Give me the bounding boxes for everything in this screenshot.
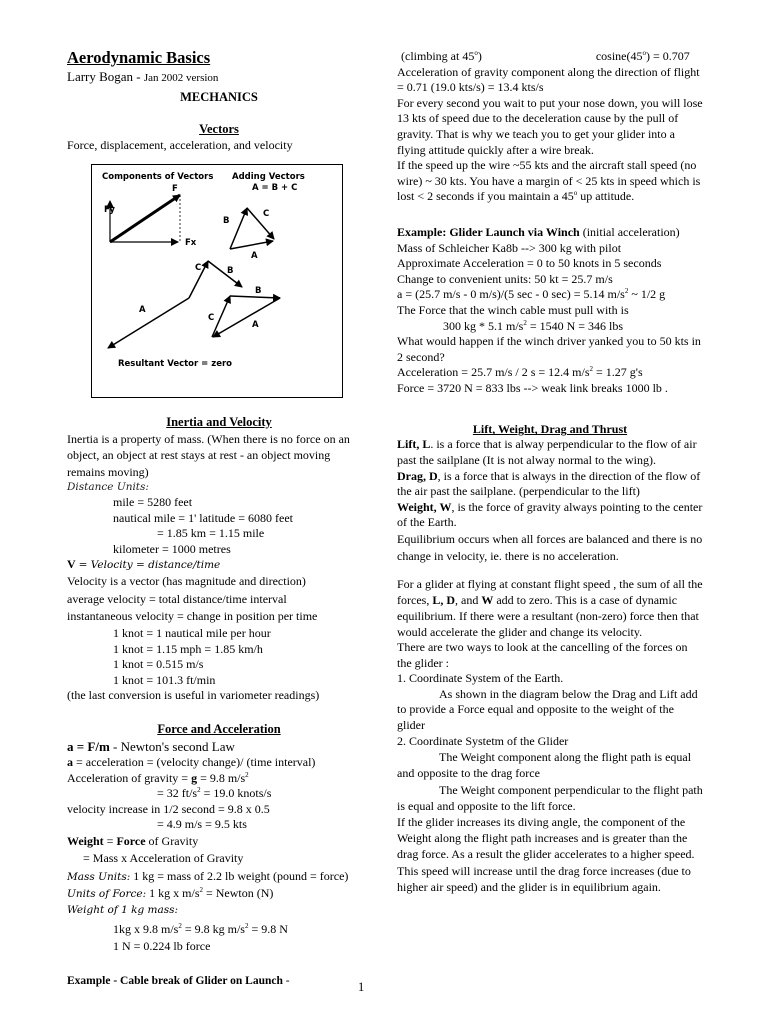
a-calc: a = (25.7 m/s - 0 m/s)/(5 sec - 0 sec) = 5.14 m/s <box>397 287 625 302</box>
triangle-B <box>230 208 247 249</box>
accel-2s-line: Acceleration = 25.7 m/s / 2 s = 12.4 $m/s^2 = 1.27$ g's <box>397 365 643 380</box>
variometer-note: (the last conversion is useful in variometer readings) <box>67 688 320 703</box>
drag-def <box>397 469 703 500</box>
velocity-vector-line: Velocity is a vector (has magnitude and direction) <box>67 574 306 589</box>
accel-def-line <box>67 755 371 771</box>
force-calc-line: 300 kg * 5.1 $m/s^2 = 1540$ N = 346 lbs <box>443 318 624 333</box>
a-calc-line: a = (25.7 m/s - 0 m/s)/(5 sec - 0 sec) = 5.14 $m/s^2$ ~ 1/2 g <box>397 287 666 302</box>
author-name: Larry Bogan - <box>67 69 141 84</box>
weight-of-gravity: of Gravity <box>148 833 199 848</box>
vectors-intro: Force, displacement, acceleration, and velocity <box>67 138 293 152</box>
vector-B-mid <box>208 261 242 287</box>
label-A-3: A <box>252 319 259 330</box>
climbing-line: (climbing at 45$^o$) $cosine(45^o) = 0.707$ <box>401 49 690 63</box>
lift-label: Lift, L <box>397 437 431 452</box>
accel-2s-g: = 1.27 g's <box>596 365 643 380</box>
label-Fx: Fx <box>185 237 197 248</box>
winch-heading: Example: Glider Launch via Winch <box>397 224 580 239</box>
version-text: Jan 2002 version <box>143 72 219 84</box>
force-calc-result: = 1540 N = 346 lbs <box>529 318 624 333</box>
two-ways-text: There are two ways to look at the cancelling of the forces on the glider : <box>397 640 688 670</box>
glider-and: , and <box>455 593 479 608</box>
climbing-text: (climbing at 45 <box>401 49 475 63</box>
force-units-label: Units of Force: <box>67 888 147 901</box>
accel-component-text: Acceleration of gravity component along the direction of flight = 0.71 (19.0 kts/s) = 13.4 kts/s <box>397 64 700 95</box>
avg-velocity-line: average velocity = total distance/time interval <box>67 591 287 606</box>
coord1-text: As shown in the diagram below the Drag and Lift add to provide a Force equal and opposite to the weight of the glider <box>397 686 698 732</box>
section-mechanics: MECHANICS <box>180 90 258 104</box>
km-line: = 1.85 km = 1.15 mile <box>157 526 265 541</box>
weight-mass-line: = Mass x Acceleration of Gravity <box>83 851 244 866</box>
left-column <box>67 48 371 990</box>
kg-calc-a: 1kg x 9.8 m/s <box>113 921 179 936</box>
force-calc: 300 kg * 5.1 m/s <box>443 318 524 333</box>
vectors-diagram <box>92 165 342 397</box>
lwdt-heading: Lift, Weight, Drag and Thrust <box>472 422 628 437</box>
glider-sum-b: add to zero. This is a case of dynamic equilibrium. If there were a resultant (non-zero) force then that would accelerate the glider and change its velocity. <box>397 593 699 640</box>
mass-units-line <box>67 868 371 886</box>
label-Fy: Fy <box>104 204 115 215</box>
force-units-value: 1 kg x m/s <box>149 886 200 901</box>
mass-units-value: 1 kg = mass of 2.2 lb weight (pound = force) <box>133 868 349 883</box>
velocity-def-line <box>67 557 371 573</box>
vector-A-long <box>108 298 189 348</box>
velocity-result-line: = 4.9 m/s = 9.5 kts <box>157 817 247 832</box>
force-pull-line: The Force that the winch cable must pull with is <box>397 302 629 317</box>
gravity-symbol: g <box>191 770 198 785</box>
coord2-text1: The Weight component along the flight path is equal and opposite to the drag force <box>397 750 692 781</box>
a-calc-approx: ~ 1/2 g <box>631 287 666 302</box>
speed-up-body: If the speed up the wire ~55 kts and the aircraft stall speed (no wire) ~ 30 kts. You have a margin of < 25 kts in speed which is lost < 2 seconds if you maintain a 45 <box>397 158 701 204</box>
knot-line: 1 knot = 1 nautical mile per hour <box>113 625 271 640</box>
label-A-1: A <box>251 250 258 261</box>
cosine-text: cosine(45 <box>595 49 643 63</box>
force-2s-line: Force = 3720 N = 833 lbs --> weak link breaks 1000 lb . <box>397 380 668 395</box>
vectors-heading: Vectors <box>199 122 239 136</box>
gravity-value: = 9.8 m/s <box>200 770 246 785</box>
knot-line: 1 knot = 101.3 ft/min <box>113 672 216 687</box>
newton-law-line <box>67 738 371 755</box>
cable-break-example <box>67 974 371 990</box>
weight-def-label: Weight, W <box>397 499 452 514</box>
gravity-imperial-line: = 32 $ft/s^2 = 19.0$ knots/s <box>157 786 272 801</box>
cable-break-title: Example - Cable break of Glider on Launch <box>67 974 283 987</box>
drag-text: , is a force that is always in the direction of the flow of the air past the sailplane. (perpendicular to the lift) <box>397 468 701 499</box>
climbing-close: ) <box>477 49 482 63</box>
kilometer-line: kilometer = 1000 metres <box>113 541 231 556</box>
label-components: Components of Vectors <box>102 171 214 182</box>
label-B-1: B <box>223 215 230 226</box>
force-heading: Force and Acceleration <box>157 721 281 736</box>
glider-sum-text <box>397 576 703 640</box>
kg-calc-c: = 9.8 N <box>251 921 288 936</box>
author-line <box>67 68 371 87</box>
accel-symbol: a <box>67 754 73 769</box>
equilibrium-text: Equilibrium occurs when all forces are balanced and there is no change in velocity, ie. there is no acceleration. <box>397 532 703 563</box>
winch-line: Approximate Acceleration = 0 to 50 knots in 5 seconds <box>397 256 662 271</box>
weight-def-text: , is the force of gravity always pointing to the center of the Earth. <box>397 499 703 530</box>
gravity-text: Acceleration of gravity = <box>67 770 189 785</box>
lift-text: . is a force that is alway perpendicular to the flow of air past the sailplane (It is not alway normal to the wing). <box>397 437 697 468</box>
kg-calc-line: 1kg x 9.8 $m/s^2 = 9.8$ kg $m/s^2 = 9.8$ N <box>113 921 288 936</box>
cable-break-dash: - <box>285 974 290 987</box>
newton-lb-line: 1 N = 0.224 lb force <box>113 939 211 954</box>
label-A-2: A <box>139 304 146 315</box>
right-column <box>397 49 703 895</box>
force-units-newton: = Newton (N) <box>206 886 274 901</box>
knot-line: 1 knot = 1.15 mph = 1.85 km/h <box>113 641 263 656</box>
label-B-2: B <box>227 265 234 276</box>
vector-B-zero <box>230 296 280 298</box>
page-number: 1 <box>358 980 365 994</box>
glider-sum-a: For a glider at flying at constant flight speed , the sum of all the forces, <box>397 577 703 608</box>
mile-line: mile = 5280 feet <box>113 495 193 510</box>
weight-def <box>397 500 703 531</box>
label-C-2: C <box>195 262 202 273</box>
label-resultant: Resultant Vector = zero <box>118 358 233 369</box>
winch-line: Mass of Schleicher Ka8b --> 300 kg with pilot <box>397 240 622 255</box>
vector-A-zero <box>213 298 280 337</box>
distance-units-label: Distance Units: <box>67 481 149 494</box>
cosine-value: ) = 0.707 <box>645 49 690 63</box>
lift-def <box>397 437 703 468</box>
gravity-ft: = 32 ft/s <box>157 786 198 801</box>
nautical-line: nautical mile = 1' latitude = 6080 feet <box>113 510 293 525</box>
accel-definition: = acceleration = (velocity change)/ (time interval) <box>76 754 316 769</box>
newton-label: - Newton's second Law <box>113 738 235 754</box>
speed-up-text: If the speed up the wire ~55 kts and the aircraft stall speed (no wire) ~ 30 kts. You have a margin of < 25 kts in speed which is lost < 2 seconds if you maintain a 45$^o$ up attitude. <box>397 158 701 204</box>
mass-units-label: Mass Units: <box>67 870 131 883</box>
diving-text: If the glider increases its diving angle, the component of the Weight along the flight path increases and is greater than the drag force. As a result the glider accelerates to a higher speed. This speed will increase until the drag force increases (due to higher air speed) and the glider is in equilibrium again. <box>397 815 695 894</box>
force-units-line: Units of Force: 1 kg x $m/s^2$ = Newton (N) <box>67 886 274 901</box>
inertia-heading: Inertia and Velocity <box>166 414 272 429</box>
knot-line: 1 knot = 0.515 m/s <box>113 657 204 672</box>
label-equation: A = B + C <box>252 182 298 193</box>
coord1-heading: 1. Coordinate System of the Earth. <box>397 671 564 686</box>
gravity-knots: = 19.0 knots/s <box>203 786 272 801</box>
coord2-text2: The Weight component perpendicular to the flight path is equal and opposite to the lift force. <box>397 782 703 813</box>
triangle-C <box>247 208 274 239</box>
label-C-3: C <box>208 312 215 323</box>
glider-LD: L, D <box>432 593 455 608</box>
vector-F <box>110 195 180 242</box>
document-title: Aerodynamic Basics <box>67 48 211 67</box>
kg-calc-b: = 9.8 kg m/s <box>184 921 245 936</box>
velocity-symbol: V <box>67 557 76 572</box>
what-if-text: What would happen if the winch driver yanked you to 50 kts in 2 second? <box>397 334 701 364</box>
winch-heading-line <box>397 225 703 241</box>
weight-force: Force <box>116 833 146 848</box>
velocity-definition: = Velocity = distance/time <box>78 559 221 572</box>
every-second-text: For every second you wait to put your nose down, you will lose 13 kts of speed due to the deceleration cause by the pull of gravity. That is why we teach you to get your glider into a flying attitude quickly after a wire break. <box>397 95 703 157</box>
inst-velocity-line: instantaneous velocity = change in position per time <box>67 609 318 624</box>
weight-equals: = <box>106 833 114 848</box>
accel-2s: Acceleration = 25.7 m/s / 2 s = 12.4 m/s <box>397 365 590 380</box>
label-C-1: C <box>263 208 270 219</box>
label-F: F <box>172 183 178 194</box>
coord2-heading: 2. Coordinate Systetm of the Glider <box>397 733 569 748</box>
gravity-line: Acceleration of gravity = g = 9.8 $m/s^2$ <box>67 770 249 785</box>
newton-equation: a = F/m <box>67 738 110 754</box>
winch-subheading: (initial acceleration) <box>582 224 680 239</box>
velocity-increase-line: velocity increase in 1/2 second = 9.8 x 0.5 <box>67 801 270 816</box>
weight-1kg-label: Weight of 1 kg mass: <box>67 903 179 916</box>
winch-line: Change to convenient units: 50 kt = 25.7 m/s <box>397 271 613 286</box>
weight-line <box>67 833 371 851</box>
drag-label: Drag, D <box>397 468 438 483</box>
inertia-intro: Inertia is a property of mass. (When there is no force on an object, an object at rest stays at rest - an object moving remains moving) <box>67 431 350 479</box>
weight-label: Weight <box>67 833 104 848</box>
label-adding: Adding Vectors <box>232 171 305 182</box>
vectors-figure <box>91 164 343 398</box>
glider-W: W <box>481 593 494 608</box>
vector-C-zero <box>212 296 230 337</box>
speed-up-end: up attitude. <box>580 189 635 204</box>
triangle-A <box>230 241 273 249</box>
label-B-3: B <box>255 285 262 296</box>
